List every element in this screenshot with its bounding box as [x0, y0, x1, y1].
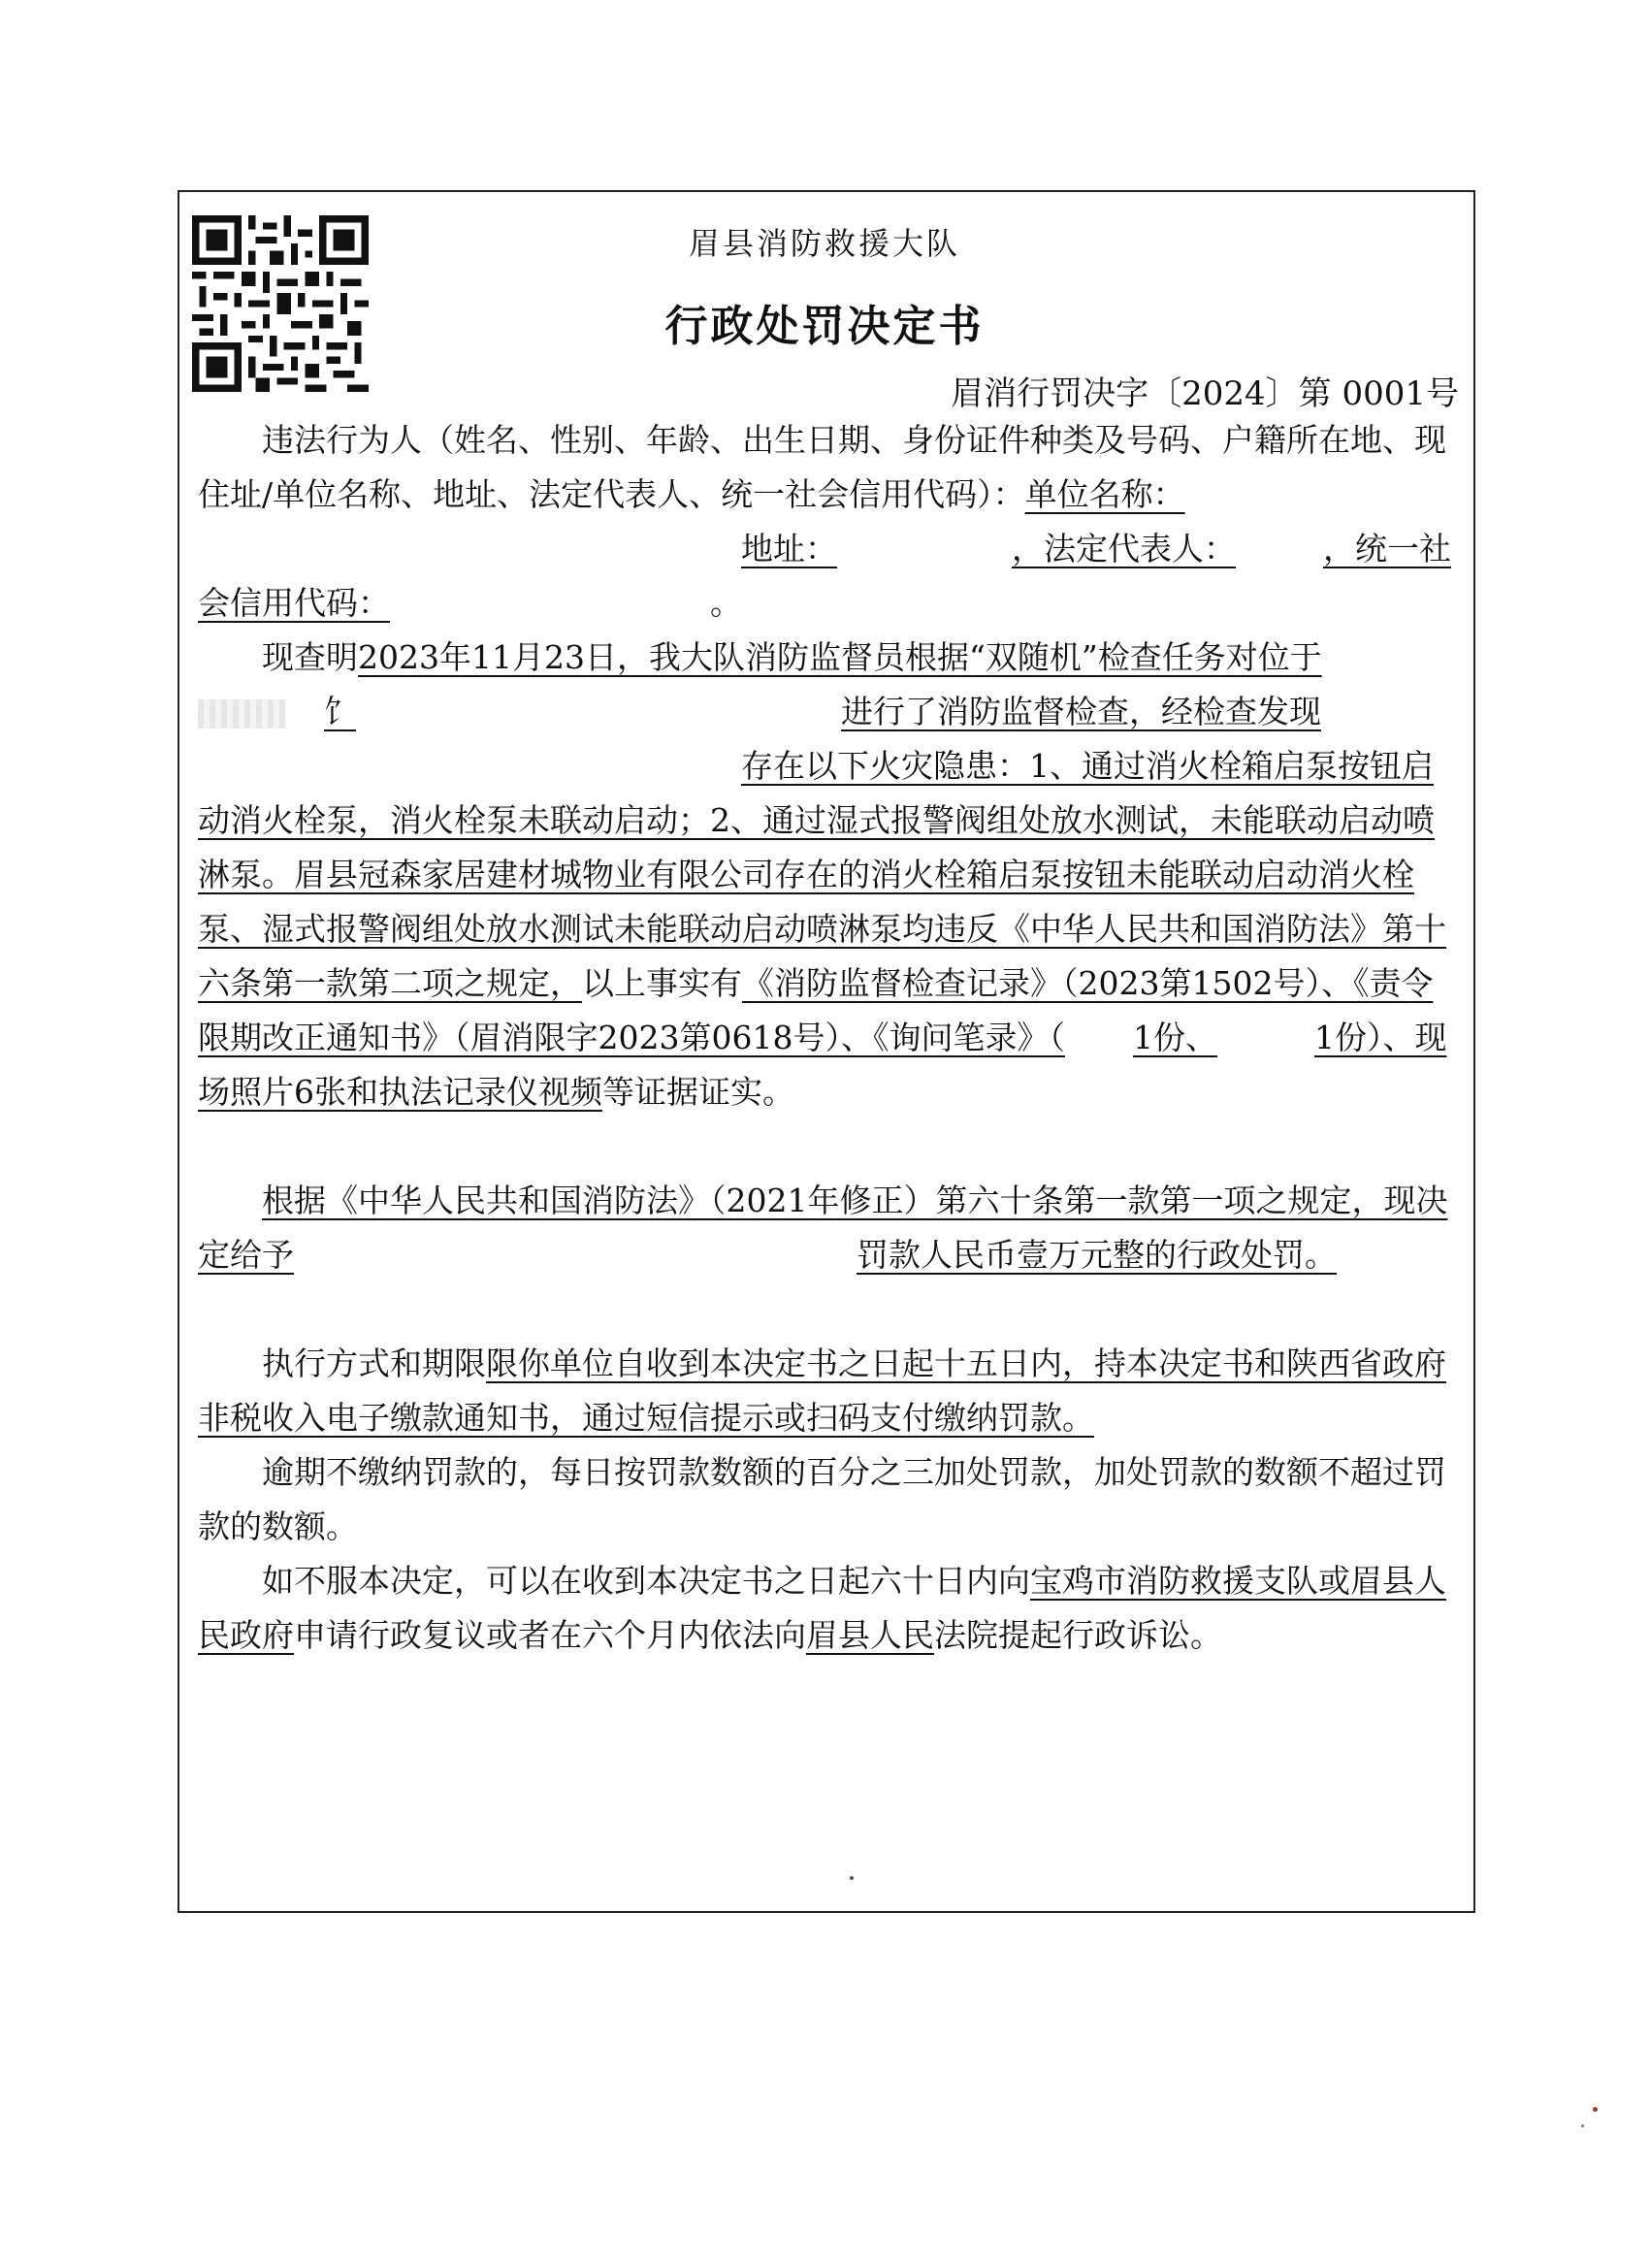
- execution-section: [198, 1337, 1459, 1445]
- overdue-text: 逾期不缴纳罚款的，每日按罚款数额的百分之三加处罚款，加处罚款的数额不超过罚款的数额。: [198, 1453, 1446, 1545]
- document-title: 行政处罚决定书: [664, 302, 985, 351]
- facts-text-1: 2023年11月23日，我大队消防监督员根据“双随机”检查任务对位于: [358, 638, 1322, 676]
- remedy-text-2: 申请行政复议或者在六个月内依法向: [294, 1616, 806, 1654]
- legal-rep-label: ，法定代表人：: [1012, 530, 1236, 567]
- facts-section: [198, 631, 1459, 1119]
- party-end: 。: [710, 584, 742, 622]
- party-lead: 违法行为人（姓名、性别、年龄、出生日期、身份证件种类及号码、户籍所在地、现住址/单位名称、地址、法定代表人、统一社会信用代码）：: [198, 421, 1446, 513]
- remedy-text-1: 如不服本决定，可以在收到本决定书之日起六十日内向: [262, 1562, 1030, 1600]
- scan-speck: [1581, 2124, 1584, 2127]
- remedy-text-3: 法院提起行政诉讼。: [934, 1616, 1222, 1654]
- redacted-name-1: [1065, 1011, 1133, 1065]
- decision-penalty: 罚款人民币壹万元整的行政处罚。: [857, 1236, 1337, 1274]
- scan-speck: [1593, 2107, 1598, 2112]
- party-section: [198, 413, 1459, 631]
- document-number: 眉消行罚决字〔2024〕第 0001号: [951, 374, 1459, 413]
- redacted-unit-name: [198, 739, 741, 794]
- decision-basis: 根据《中华人民共和国消防法》（2021年修正）第六十条第一款第一项之规定，现决定给予: [198, 1182, 1448, 1274]
- unit-name-blank: [198, 522, 741, 576]
- facts-intro: 现查明: [262, 638, 358, 676]
- evidence-count-1: 1份、: [1132, 1019, 1217, 1056]
- evidence-list: 《消防监督检查记录》（2023第1502号）、《责令限期改正通知书》（眉消限字2023第0618号）、《询问笔录》（: [198, 964, 1434, 1056]
- execution-text: 限你单位自收到本决定书之日起十五日内，持本决定书和陕西省政府非税收入电子缴款通知书，通过短信提示或扫码支付缴纳罚款。: [198, 1345, 1446, 1437]
- review-agency: 宝鸡市消防救援支队或眉县人民政府: [198, 1562, 1446, 1654]
- credit-code-blank: [390, 576, 710, 631]
- redaction-mark: [198, 699, 285, 729]
- execution-label: 执行方式和期限: [262, 1345, 486, 1382]
- court-name: 眉县人民: [806, 1616, 934, 1654]
- facts-text-6: 等证据证实。: [602, 1073, 794, 1111]
- unit-name-label: 单位名称：: [1024, 475, 1185, 513]
- redacted-location-3: [356, 685, 841, 739]
- facts-text-2: 进行了消防监督检查，经检查发现: [841, 693, 1321, 730]
- scan-speck: [850, 1876, 854, 1880]
- decision-section: [198, 1174, 1459, 1282]
- legal-rep-blank-continued: [1294, 522, 1323, 576]
- address-label: 地址：: [741, 530, 837, 567]
- redacted-name-2: [1217, 1011, 1314, 1065]
- legal-rep-blank: [1236, 522, 1294, 576]
- redacted-location-1: [1322, 631, 1429, 685]
- facts-text-3: 存在以下火灾隐患：1、通过消火栓箱启泵按钮启动消火栓泵，消火栓泵未联动启动；2、通过湿式报警阀组处放水测试，未能联动启动喷淋泵。眉县冠森家居建材城物业有限公司存在的消火栓箱启泵按钮未能联动启动消火栓泵、湿式报警阀组处放水测试未能联动启动喷淋泵均违反《中华人民共和国消防法》第十六条第一款第二项之规定，: [198, 747, 1446, 1002]
- redacted-recipient: [294, 1228, 857, 1282]
- credit-code-label: ，统一社会信用代码：: [198, 530, 1451, 622]
- issuing-agency: 眉县消防救援大队: [688, 225, 960, 262]
- facts-fragment: 饣: [324, 693, 356, 730]
- overdue-section: [198, 1445, 1459, 1554]
- evidence-count-2: 1份）、现场照片6张和执法记录仪视频: [198, 1019, 1447, 1111]
- facts-text-4: 以上事实有: [582, 964, 742, 1002]
- address-blank: [837, 522, 1012, 576]
- remedy-section: [198, 1554, 1459, 1663]
- redacted-location-2: [285, 685, 324, 739]
